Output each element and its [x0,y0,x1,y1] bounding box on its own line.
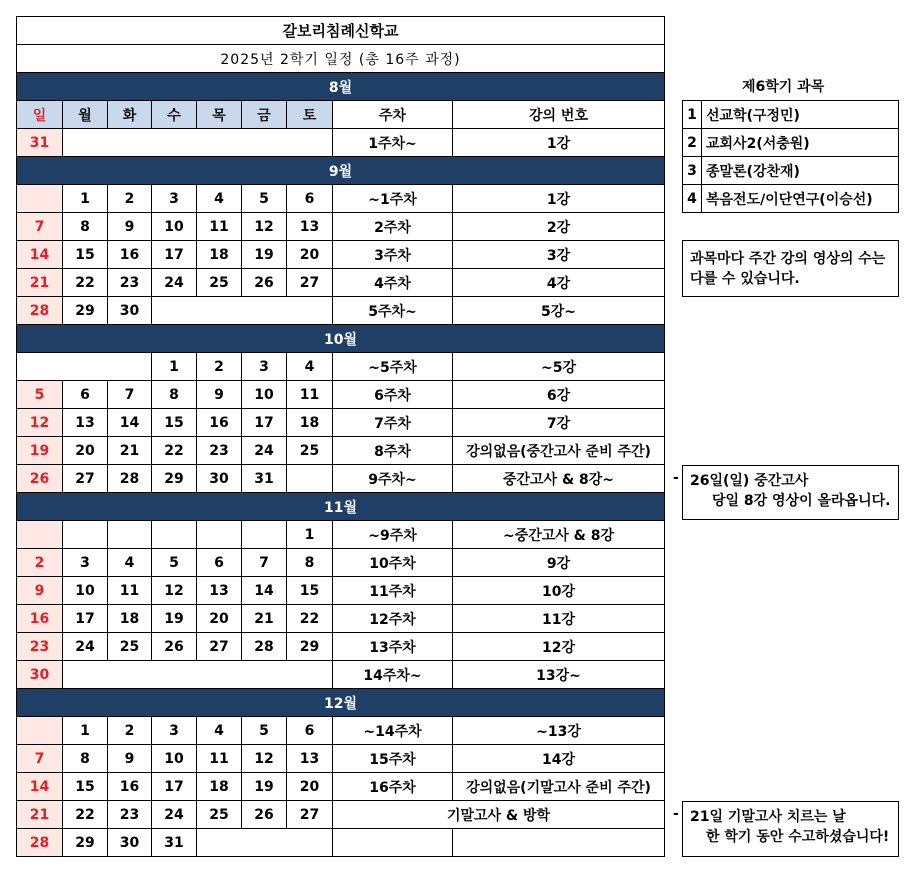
week-row [17,213,665,241]
date-cell: 14 [108,409,152,437]
date-cell: 29 [152,465,197,493]
lecture-cell: 11강 [453,605,665,633]
day-header-row [17,101,665,129]
date-cell: 25 [197,269,242,297]
week-row [17,605,665,633]
lecture-cell: 5강~ [453,297,665,325]
date-cell: 7 [17,745,63,773]
date-cell: 31 [242,465,287,493]
lecture-cell [453,829,665,857]
month-header-row [17,493,665,521]
date-cell: 29 [63,297,108,325]
date-cell: 1 [287,521,333,549]
lecture-cell: ~13강 [453,717,665,745]
week-cell: ~9주차 [333,521,453,549]
week-row [17,185,665,213]
date-cell: 26 [242,269,287,297]
final-exam-cell: 기말고사 & 방학 [333,801,665,829]
date-cell [17,521,63,549]
month-title: 9월 [17,157,665,185]
week-row [17,241,665,269]
date-cell: 30 [197,465,242,493]
date-cell: 20 [287,773,333,801]
date-cell: 28 [17,829,63,857]
date-cell: 13 [197,577,242,605]
date-cell: 2 [108,717,152,745]
date-cell: 11 [197,213,242,241]
date-cell [152,521,197,549]
final-note [682,801,899,857]
date-cell: 25 [108,633,152,661]
day-header: 일 [17,101,63,129]
week-cell: 4주차 [333,269,453,297]
date-cell: 3 [242,353,287,381]
date-cell: 10 [242,381,287,409]
date-cell: 1 [63,185,108,213]
date-cell: 18 [287,409,333,437]
date-cell: 2 [197,353,242,381]
subject-number: 4 [683,185,702,213]
subject-number: 3 [683,157,702,185]
lecture-cell: 13강~ [453,661,665,689]
date-cell: 4 [197,185,242,213]
date-cell: 5 [242,717,287,745]
subject-number: 2 [683,129,702,157]
date-cell: 20 [63,437,108,465]
date-cell: 18 [108,605,152,633]
date-cell: 12 [152,577,197,605]
lecture-cell: 14강 [453,745,665,773]
date-cell: 23 [108,801,152,829]
week-cell: ~1주차 [333,185,453,213]
date-cell: 24 [63,633,108,661]
week-cell: 1주차~ [333,129,453,157]
date-cell: 17 [152,241,197,269]
lecture-cell: 4강 [453,269,665,297]
date-cell: 13 [287,745,333,773]
date-cell: 15 [287,577,333,605]
day-header: 토 [287,101,333,129]
date-cell: 15 [63,241,108,269]
subject-number: 1 [683,101,702,129]
date-cell: 25 [287,437,333,465]
final-note-line-1: 21일 기말고사 치르는 날 [690,809,846,825]
month-header-row [17,157,665,185]
subject-row [683,157,899,185]
week-row [17,549,665,577]
date-cell: 14 [17,241,63,269]
date-cell: 27 [287,801,333,829]
final-dash: - [673,806,679,822]
date-cell: 31 [152,829,197,857]
date-cell: 13 [63,409,108,437]
lecture-cell: 6강 [453,381,665,409]
date-cell: 17 [63,605,108,633]
date-cell: 30 [17,661,63,689]
date-cell [108,521,152,549]
week-cell: 13주차 [333,633,453,661]
date-cell: 19 [152,605,197,633]
subject-name: 선교학(구정민) [702,101,899,129]
date-cell: 20 [287,241,333,269]
lecture-cell: 3강 [453,241,665,269]
lecture-cell: 1강 [453,129,665,157]
week-cell: 10주차 [333,549,453,577]
day-header: 월 [63,101,108,129]
week-cell [333,829,453,857]
week-row [17,745,665,773]
date-cell: 26 [242,801,287,829]
date-cell: 30 [108,297,152,325]
week-cell: 8주차 [333,437,453,465]
week-row [17,269,665,297]
day-header: 화 [108,101,152,129]
date-cell: 6 [197,549,242,577]
week-row [17,717,665,745]
date-cell: 18 [197,241,242,269]
date-cell: 5 [17,381,63,409]
lecture-cell: 중간고사 & 8강~ [453,465,665,493]
date-cell: 17 [152,773,197,801]
date-cell: 14 [17,773,63,801]
week-row [17,353,665,381]
subject-row [683,101,899,129]
date-cell: 19 [242,241,287,269]
week-cell: 7주차 [333,409,453,437]
empty-cell [63,661,333,689]
video-count-note [682,240,899,297]
date-cell: 28 [17,297,63,325]
week-row [17,829,665,857]
week-cell: 11주차 [333,577,453,605]
date-cell [287,465,333,493]
lecture-cell: 9강 [453,549,665,577]
week-cell: 12주차 [333,605,453,633]
week-cell: 14주차~ [333,661,453,689]
school-name: 갈보리침례신학교 [17,17,665,45]
week-cell: 5주차~ [333,297,453,325]
date-cell: 11 [287,381,333,409]
week-row [17,661,665,689]
date-cell: 11 [197,745,242,773]
date-cell: 19 [17,437,63,465]
date-cell: 24 [152,801,197,829]
school-name-row [17,17,665,45]
week-row [17,381,665,409]
lecture-cell: ~5강 [453,353,665,381]
lecture-cell: 7강 [453,409,665,437]
date-cell: 3 [63,549,108,577]
date-cell: 7 [17,213,63,241]
midterm-dash: - [673,470,679,486]
subjects-table [682,100,899,213]
date-cell: 10 [63,577,108,605]
lecture-cell: 12강 [453,633,665,661]
date-cell: 3 [152,717,197,745]
lecture-cell: 강의없음(기말고사 준비 주간) [453,773,665,801]
subject-row [683,129,899,157]
date-cell: 28 [242,633,287,661]
date-cell: 21 [17,269,63,297]
week-row [17,773,665,801]
date-cell: 25 [197,801,242,829]
date-cell: 22 [63,801,108,829]
date-cell: 15 [152,409,197,437]
date-cell: 8 [63,745,108,773]
month-header-row [17,73,665,101]
date-cell: 14 [242,577,287,605]
date-cell: 30 [108,829,152,857]
date-cell: 9 [108,213,152,241]
date-cell: 11 [108,577,152,605]
date-cell: 19 [242,773,287,801]
day-header: 금 [242,101,287,129]
semester-title: 2025년 2학기 일정 (총 16주 과정) [17,45,665,73]
date-cell [17,185,63,213]
date-cell: 8 [152,381,197,409]
date-cell: 27 [63,465,108,493]
week-cell: 16주차 [333,773,453,801]
week-row [17,801,665,829]
date-cell: 10 [152,213,197,241]
week-row [17,465,665,493]
date-cell: 16 [17,605,63,633]
midterm-note [682,465,899,520]
empty-cell [152,297,333,325]
date-cell [17,717,63,745]
week-cell: 2주차 [333,213,453,241]
empty-cell [197,829,333,857]
week-cell: 15주차 [333,745,453,773]
lecture-cell: 1강 [453,185,665,213]
date-cell: 16 [197,409,242,437]
subjects-title: 제6학기 과목 [742,79,825,95]
date-cell: 21 [108,437,152,465]
date-cell: 31 [17,129,63,157]
lecture-cell: 2강 [453,213,665,241]
date-cell: 12 [242,213,287,241]
date-cell: 3 [152,185,197,213]
month-header-row [17,325,665,353]
date-cell: 22 [152,437,197,465]
week-row [17,521,665,549]
week-row [17,577,665,605]
month-title: 8월 [17,73,665,101]
subject-name: 복음전도/이단연구(이승선) [702,185,899,213]
date-cell: 24 [152,269,197,297]
empty-cell [17,353,152,381]
day-header: 수 [152,101,197,129]
month-title: 10월 [17,325,665,353]
date-cell: 5 [242,185,287,213]
week-row [17,409,665,437]
date-cell: 2 [17,549,63,577]
date-cell: 7 [242,549,287,577]
month-title: 11월 [17,493,665,521]
date-cell: 21 [242,605,287,633]
week-cell: ~14주차 [333,717,453,745]
lecture-cell: 10강 [453,577,665,605]
week-row [17,437,665,465]
week-cell: 6주차 [333,381,453,409]
video-note-line-1: 과목마다 주간 강의 영상의 수는 [690,251,886,267]
date-cell: 4 [197,717,242,745]
date-cell: 15 [63,773,108,801]
week-cell: ~5주차 [333,353,453,381]
date-cell: 23 [17,633,63,661]
date-cell: 13 [287,213,333,241]
date-cell: 9 [17,577,63,605]
date-cell: 12 [242,745,287,773]
date-cell [242,521,287,549]
video-note-line-2: 다를 수 있습니다. [690,271,800,287]
date-cell: 23 [197,437,242,465]
midterm-note-line-1: 26일(일) 중간고사 [690,473,809,489]
date-cell: 27 [287,269,333,297]
date-cell: 6 [287,185,333,213]
date-cell: 1 [63,717,108,745]
day-header: 목 [197,101,242,129]
date-cell: 16 [108,241,152,269]
final-note-line-2: 한 학기 동안 수고하셨습니다! [706,829,890,845]
date-cell: 21 [17,801,63,829]
week-row [17,129,665,157]
lecture-cell: 강의없음(중간고사 준비 주간) [453,437,665,465]
date-cell: 16 [108,773,152,801]
empty-cell [63,129,333,157]
date-cell: 7 [108,381,152,409]
date-cell: 5 [152,549,197,577]
date-cell: 28 [108,465,152,493]
date-cell [197,521,242,549]
date-cell: 23 [108,269,152,297]
week-cell: 9주차~ [333,465,453,493]
week-cell: 3주차 [333,241,453,269]
date-cell: 8 [63,213,108,241]
subject-name: 종말론(강찬재) [702,157,899,185]
lecture-header: 강의 번호 [453,101,665,129]
date-cell: 18 [197,773,242,801]
date-cell: 2 [108,185,152,213]
date-cell: 24 [242,437,287,465]
date-cell: 26 [152,633,197,661]
week-row [17,297,665,325]
lecture-cell: ~중간고사 & 8강 [453,521,665,549]
date-cell: 6 [63,381,108,409]
month-title: 12월 [17,689,665,717]
semester-title-row [17,45,665,73]
date-cell: 26 [17,465,63,493]
date-cell: 17 [242,409,287,437]
date-cell: 10 [152,745,197,773]
midterm-note-line-2: 당일 8강 영상이 올라옵니다. [712,493,891,509]
date-cell: 9 [108,745,152,773]
date-cell: 9 [197,381,242,409]
subject-name: 교회사2(서충원) [702,129,899,157]
month-header-row [17,689,665,717]
week-row [17,633,665,661]
date-cell [63,521,108,549]
subject-row [683,185,899,213]
date-cell: 22 [287,605,333,633]
date-cell: 12 [17,409,63,437]
date-cell: 8 [287,549,333,577]
week-header: 주차 [333,101,453,129]
date-cell: 4 [287,353,333,381]
date-cell: 4 [108,549,152,577]
date-cell: 27 [197,633,242,661]
date-cell: 1 [152,353,197,381]
date-cell: 22 [63,269,108,297]
date-cell: 29 [287,633,333,661]
date-cell: 20 [197,605,242,633]
date-cell: 29 [63,829,108,857]
semester-schedule-table [16,16,665,857]
date-cell: 6 [287,717,333,745]
